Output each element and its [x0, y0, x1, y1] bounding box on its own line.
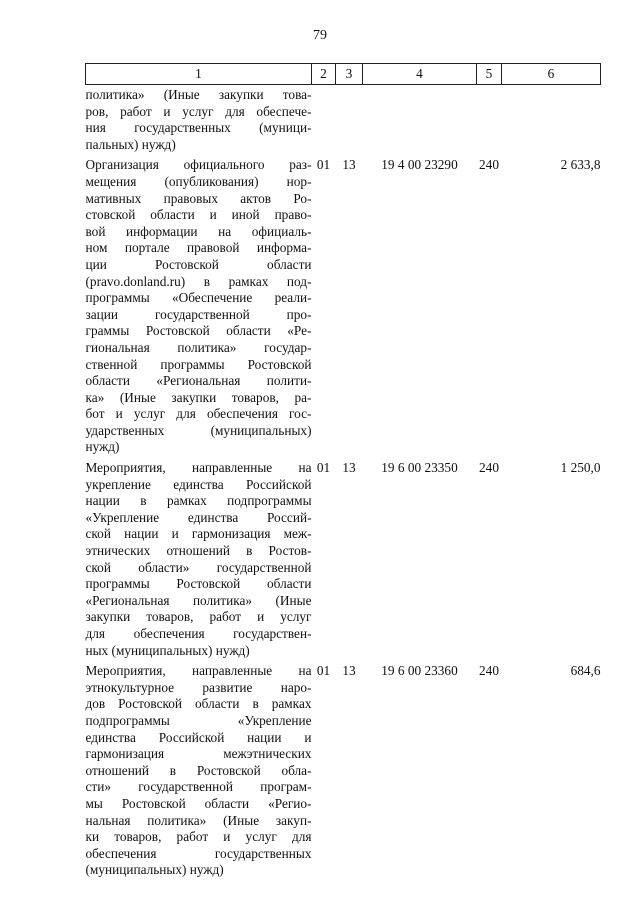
section-code [312, 85, 336, 154]
description-line: области «Региональная полити- [85, 373, 312, 389]
row-description [86, 456, 312, 659]
expense-type-code: 240 [479, 460, 499, 476]
description-line: «Региональная политика» (Иные [85, 592, 312, 608]
description-line: отношений в Ростовской обла- [85, 762, 312, 778]
description-line: зации государственной про- [85, 306, 312, 322]
expense-type-code [477, 85, 502, 154]
description-line: ской нации и гармонизация меж- [85, 526, 312, 542]
target-item-code [363, 85, 477, 154]
description-line: ской области» государственной [85, 559, 312, 575]
description-line: дов Ростовской области в рамках [85, 696, 312, 712]
expense-type-code: 240 [479, 157, 499, 173]
subsection-code: 13 [342, 663, 356, 679]
description-line: политика» (Иные закупки това- [85, 87, 312, 102]
amount: 1 250,0 [560, 460, 601, 476]
amount [502, 85, 601, 154]
description-line: сти» государственной програм- [85, 779, 312, 795]
subsection-code [336, 85, 363, 154]
description-line: граммы Ростовской области «Ре- [85, 323, 312, 339]
description-line: ных (муниципальных) нужд) [85, 642, 250, 658]
table-row [86, 85, 601, 154]
description-line: ном портале правовой информа- [85, 240, 312, 256]
col-header-6: 6 [502, 64, 601, 85]
description-line: (муниципальных) нужд) [85, 862, 224, 878]
description-line: стовской области и иной право- [85, 207, 312, 223]
description-line: закупки товаров, работ и услуг [85, 609, 312, 625]
description-line: этнокультурное развитие наро- [85, 679, 312, 695]
description-line: этнических отношений в Ростов- [85, 543, 312, 559]
amount: 684,6 [570, 663, 601, 679]
description-line: программы «Обеспечение реали- [85, 290, 312, 306]
description-line: ров, работ и услуг для обеспече- [85, 103, 312, 119]
subsection-code: 13 [342, 157, 356, 173]
description-line: (pravo.donland.ru) в рамках под- [85, 273, 312, 289]
description-line: Организация официального раз- [85, 157, 312, 173]
col-header-5: 5 [477, 64, 502, 85]
description-line: нальная политика» (Иные закуп- [85, 812, 312, 828]
col-header-3: 3 [336, 64, 363, 85]
col-header-1: 1 [86, 64, 312, 85]
description-line: ния государственных (муници- [85, 120, 312, 136]
table-row [86, 659, 601, 879]
row-description [86, 659, 312, 879]
description-line: обеспечения государственных [85, 845, 312, 861]
description-line: подпрограммы «Укрепление [85, 712, 312, 728]
description-line: Мероприятия, направленные на [85, 663, 312, 679]
table-row [86, 153, 601, 456]
description-line: мативных правовых актов Ро- [85, 190, 312, 206]
budget-table [85, 63, 601, 879]
target-item-code: 19 4 00 23290 [381, 157, 458, 173]
description-line: гиональная политика» государ- [85, 339, 312, 355]
description-line: пальных) нужд) [85, 136, 176, 152]
description-line: нужд) [85, 439, 120, 455]
target-item-code: 19 6 00 23350 [381, 460, 458, 476]
description-line: единства Российской нации и [85, 729, 312, 745]
description-line: мещения (опубликования) нор- [85, 173, 312, 189]
description-line: Мероприятия, направленные на [85, 460, 312, 476]
description-line: для обеспечения государствен- [85, 626, 312, 641]
description-line: укрепление единства Российской [85, 476, 312, 492]
col-header-2: 2 [312, 64, 336, 85]
description-line: ственной программы Ростовской [85, 356, 312, 372]
col-header-4: 4 [363, 64, 477, 85]
table-row [86, 456, 601, 659]
section-code: 01 [316, 157, 331, 173]
description-line: «Укрепление единства Россий- [85, 509, 312, 525]
amount: 2 633,8 [560, 157, 601, 173]
target-item-code: 19 6 00 23360 [381, 663, 458, 679]
header-row [86, 64, 601, 85]
description-line: ка» (Иные закупки товаров, ра- [85, 389, 312, 405]
description-line: ки товаров, работ и услуг для [85, 829, 312, 845]
description-line: гармонизация межэтнических [85, 746, 312, 762]
description-line: мы Ростовской области «Регио- [85, 795, 312, 811]
description-line: программы Ростовской области [85, 576, 312, 592]
subsection-code: 13 [342, 460, 356, 476]
section-code: 01 [316, 460, 331, 476]
description-line: вой информации на официаль- [85, 223, 312, 239]
description-line: ции Ростовской области [85, 256, 312, 272]
row-description [86, 85, 312, 154]
expense-type-code: 240 [479, 663, 499, 679]
description-line: бот и услуг для обеспечения гос- [85, 406, 312, 422]
page-number: 79 [313, 28, 327, 43]
description-line: нации в рамках подпрограммы [85, 493, 312, 509]
section-code: 01 [316, 663, 331, 679]
description-line: ударственных (муниципальных) [85, 422, 312, 438]
row-description [86, 153, 312, 456]
